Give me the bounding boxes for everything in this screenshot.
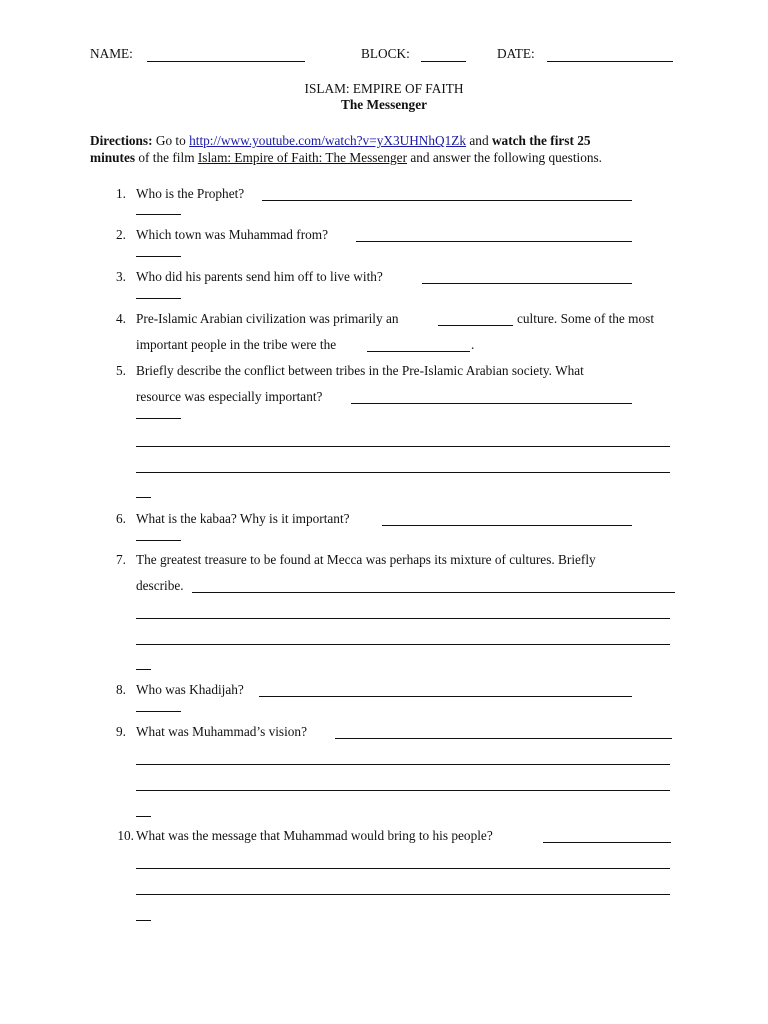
question-text: What was Muhammad’s vision? — [136, 724, 307, 739]
question-text: resource was especially important? — [136, 389, 323, 404]
answer-line[interactable] — [382, 525, 632, 526]
answer-line[interactable] — [136, 644, 670, 645]
answer-line[interactable] — [136, 920, 151, 921]
question-text: . — [471, 337, 475, 352]
question-number: 2. — [116, 227, 126, 242]
answer-line[interactable] — [136, 540, 181, 541]
question-number: 4. — [116, 311, 126, 326]
directions-label: Directions: — [90, 133, 153, 148]
answer-line[interactable] — [136, 816, 151, 817]
block-label: BLOCK: — [361, 46, 410, 61]
answer-line[interactable] — [192, 592, 675, 593]
answer-line[interactable] — [136, 711, 181, 712]
film-title: Islam: Empire of Faith: The Messenger — [197, 150, 408, 165]
answer-line[interactable] — [335, 738, 672, 739]
answer-line[interactable] — [136, 214, 181, 215]
answer-line[interactable] — [136, 790, 670, 791]
directions-bold-1: watch the first 25 — [491, 133, 591, 148]
answer-line[interactable] — [136, 446, 670, 447]
directions-go-to: Go to — [155, 133, 186, 148]
answer-line[interactable] — [259, 696, 632, 697]
answer-line[interactable] — [136, 256, 181, 257]
question-text: Pre-Islamic Arabian civilization was primarily an — [136, 311, 399, 326]
answer-line[interactable] — [136, 669, 151, 670]
video-link[interactable]: http://www.youtube.com/watch?v=yX3UHNhQ1Zk — [189, 133, 467, 148]
answer-line[interactable] — [543, 842, 671, 843]
question-text: What is the kabaa? Why is it important? — [136, 511, 350, 526]
answer-line[interactable] — [422, 283, 632, 284]
date-field[interactable] — [547, 61, 673, 62]
directions-and: and — [469, 133, 489, 148]
answer-blank[interactable] — [438, 325, 513, 326]
question-number: 1. — [116, 186, 126, 201]
question-number: 9. — [116, 724, 126, 739]
name-field[interactable] — [147, 61, 305, 62]
directions-line-1 — [90, 133, 591, 149]
answer-blank[interactable] — [367, 351, 470, 352]
page-subtitle: The Messenger — [340, 97, 428, 112]
answer-line[interactable] — [136, 894, 670, 895]
directions-bold-2: minutes — [90, 150, 136, 165]
answer-line[interactable] — [136, 298, 181, 299]
block-field[interactable] — [421, 61, 466, 62]
question-text: culture. Some of the most — [517, 311, 655, 326]
question-text: important people in the tribe were the — [136, 337, 337, 352]
question-number: 5. — [116, 363, 126, 378]
answer-line[interactable] — [356, 241, 632, 242]
date-label: DATE: — [497, 46, 535, 61]
question-text: Who was Khadijah? — [136, 682, 244, 697]
name-label: NAME: — [90, 46, 133, 61]
answer-line[interactable] — [136, 618, 670, 619]
question-text: Who did his parents send him off to live with? — [136, 269, 383, 284]
question-text: Briefly describe the conflict between tribes in the Pre-Islamic Arabian society. What — [136, 363, 584, 378]
answer-line[interactable] — [136, 868, 670, 869]
question-text: Who is the Prophet? — [136, 186, 245, 201]
directions-ending: and answer the following questions. — [410, 150, 603, 165]
answer-line[interactable] — [136, 418, 181, 419]
question-number: 7. — [116, 552, 126, 567]
answer-line[interactable] — [136, 472, 670, 473]
question-text: Which town was Muhammad from? — [136, 227, 329, 242]
directions-of-film: of the film — [138, 150, 195, 165]
question-number: 3. — [116, 269, 126, 284]
question-text: The greatest treasure to be found at Mecca was perhaps its mixture of cultures. Briefly — [136, 552, 596, 567]
answer-line[interactable] — [136, 497, 151, 498]
question-number: 6. — [116, 511, 126, 526]
question-text: What was the message that Muhammad would bring to his people? — [136, 828, 493, 843]
answer-line[interactable] — [351, 403, 632, 404]
answer-line[interactable] — [262, 200, 632, 201]
directions-line-2 — [90, 150, 602, 166]
page-title: ISLAM: EMPIRE OF FAITH — [304, 81, 464, 96]
question-number: 10. — [117, 828, 134, 843]
question-number: 8. — [116, 682, 126, 697]
answer-line[interactable] — [136, 764, 670, 765]
question-text: describe. — [136, 578, 184, 593]
